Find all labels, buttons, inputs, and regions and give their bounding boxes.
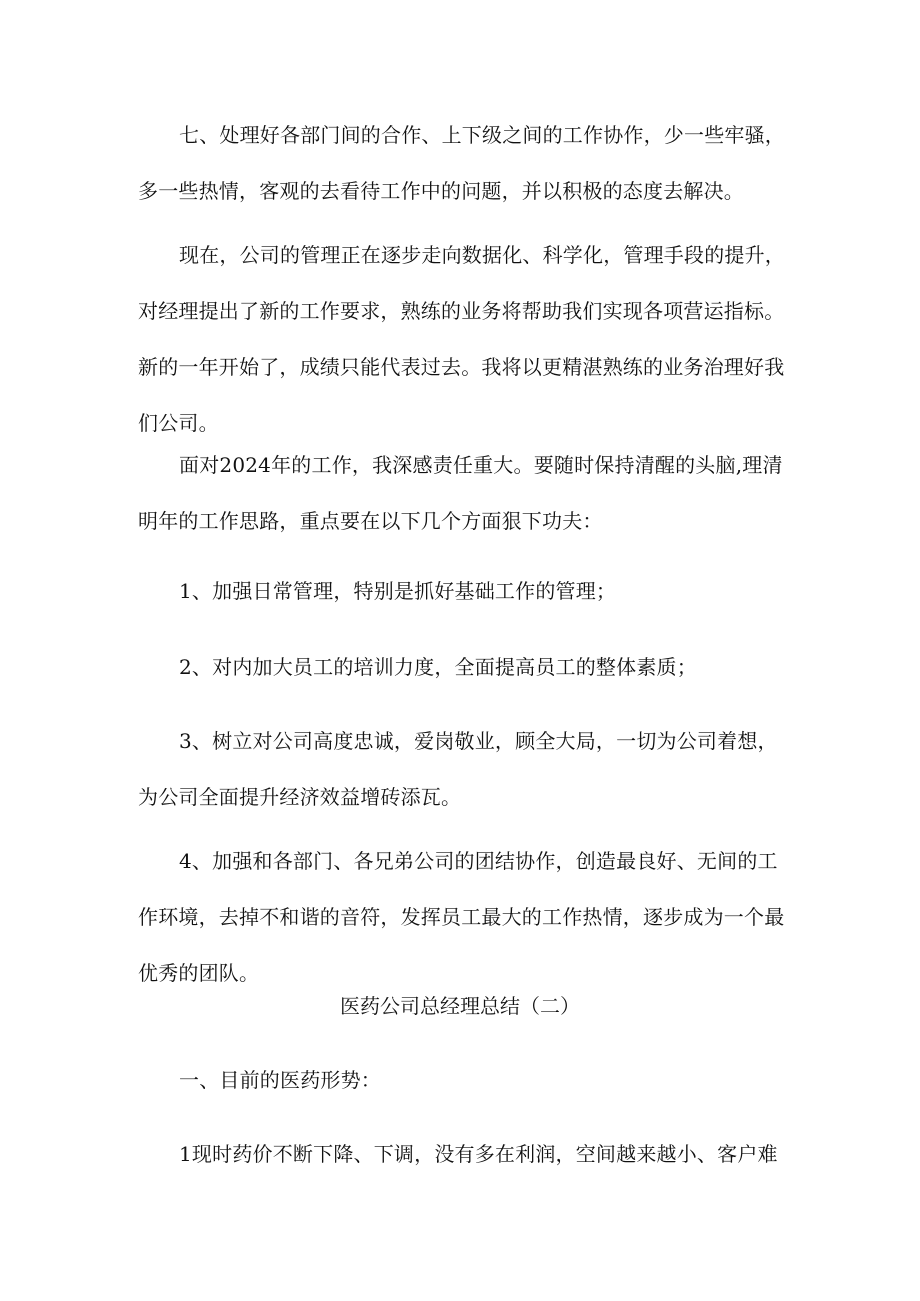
paragraph-line: 们公司。 <box>138 411 219 435</box>
paragraph-item-7 <box>138 107 800 219</box>
paragraph-line: 对经理提出了新的工作要求，熟练的业务将帮助我们实现各项营运指标。 <box>138 299 785 323</box>
paragraph-line: 现在，公司的管理正在逐步走向数据化、科学化，管理手段的提升， <box>179 243 785 267</box>
paragraph-line: 3、树立对公司高度忠诚，爱岗敬业，顾全大局，一切为公司着想， <box>179 729 778 753</box>
paragraph-2024-work <box>138 437 800 549</box>
paragraph-line: 2、对内加大员工的培训力度，全面提高员工的整体素质； <box>179 655 697 679</box>
list-item-4 <box>138 833 800 1001</box>
paragraph-line: 1现时药价不断下降、下调，没有多在利润，空间越来越小、客户难 <box>179 1142 778 1166</box>
list-item-1 <box>138 563 800 619</box>
heading-line: 一、目前的医药形势： <box>179 1068 381 1092</box>
heading-current-situation <box>138 1052 800 1108</box>
paragraph-line: 1、加强日常管理，特别是抓好基础工作的管理； <box>179 579 617 603</box>
section-title: 医药公司总经理总结（二） <box>340 994 580 1018</box>
paragraph-line: 多一些热情，客观的去看待工作中的问题，并以积极的态度去解决。 <box>138 179 744 203</box>
paragraph-management <box>138 227 800 451</box>
paragraph-line: 4、加强和各部门、各兄弟公司的团结协作，创造最良好、无间的工 <box>179 849 778 873</box>
list-item-2 <box>138 639 800 695</box>
paragraph-line: 新的一年开始了，成绩只能代表过去。我将以更精湛熟练的业务治理好我 <box>138 355 785 379</box>
paragraph-line: 七、处理好各部门间的合作、上下级之间的工作协作，少一些牢骚， <box>179 123 785 147</box>
paragraph-line: 优秀的团队。 <box>138 961 260 985</box>
list-item-3 <box>138 713 800 825</box>
paragraph-line: 作环境，去掉不和谐的音符，发挥员工最大的工作热情，逐步成为一个最 <box>138 905 785 929</box>
paragraph-line: 明年的工作思路，重点要在以下几个方面狠下功夫： <box>138 509 603 533</box>
paragraph-line: 面对2024年的工作，我深感责任重大。要随时保持清醒的头脑,理清 <box>179 453 783 477</box>
paragraph-line: 为公司全面提升经济效益增砖添瓦。 <box>138 785 462 809</box>
point-1 <box>138 1126 800 1182</box>
